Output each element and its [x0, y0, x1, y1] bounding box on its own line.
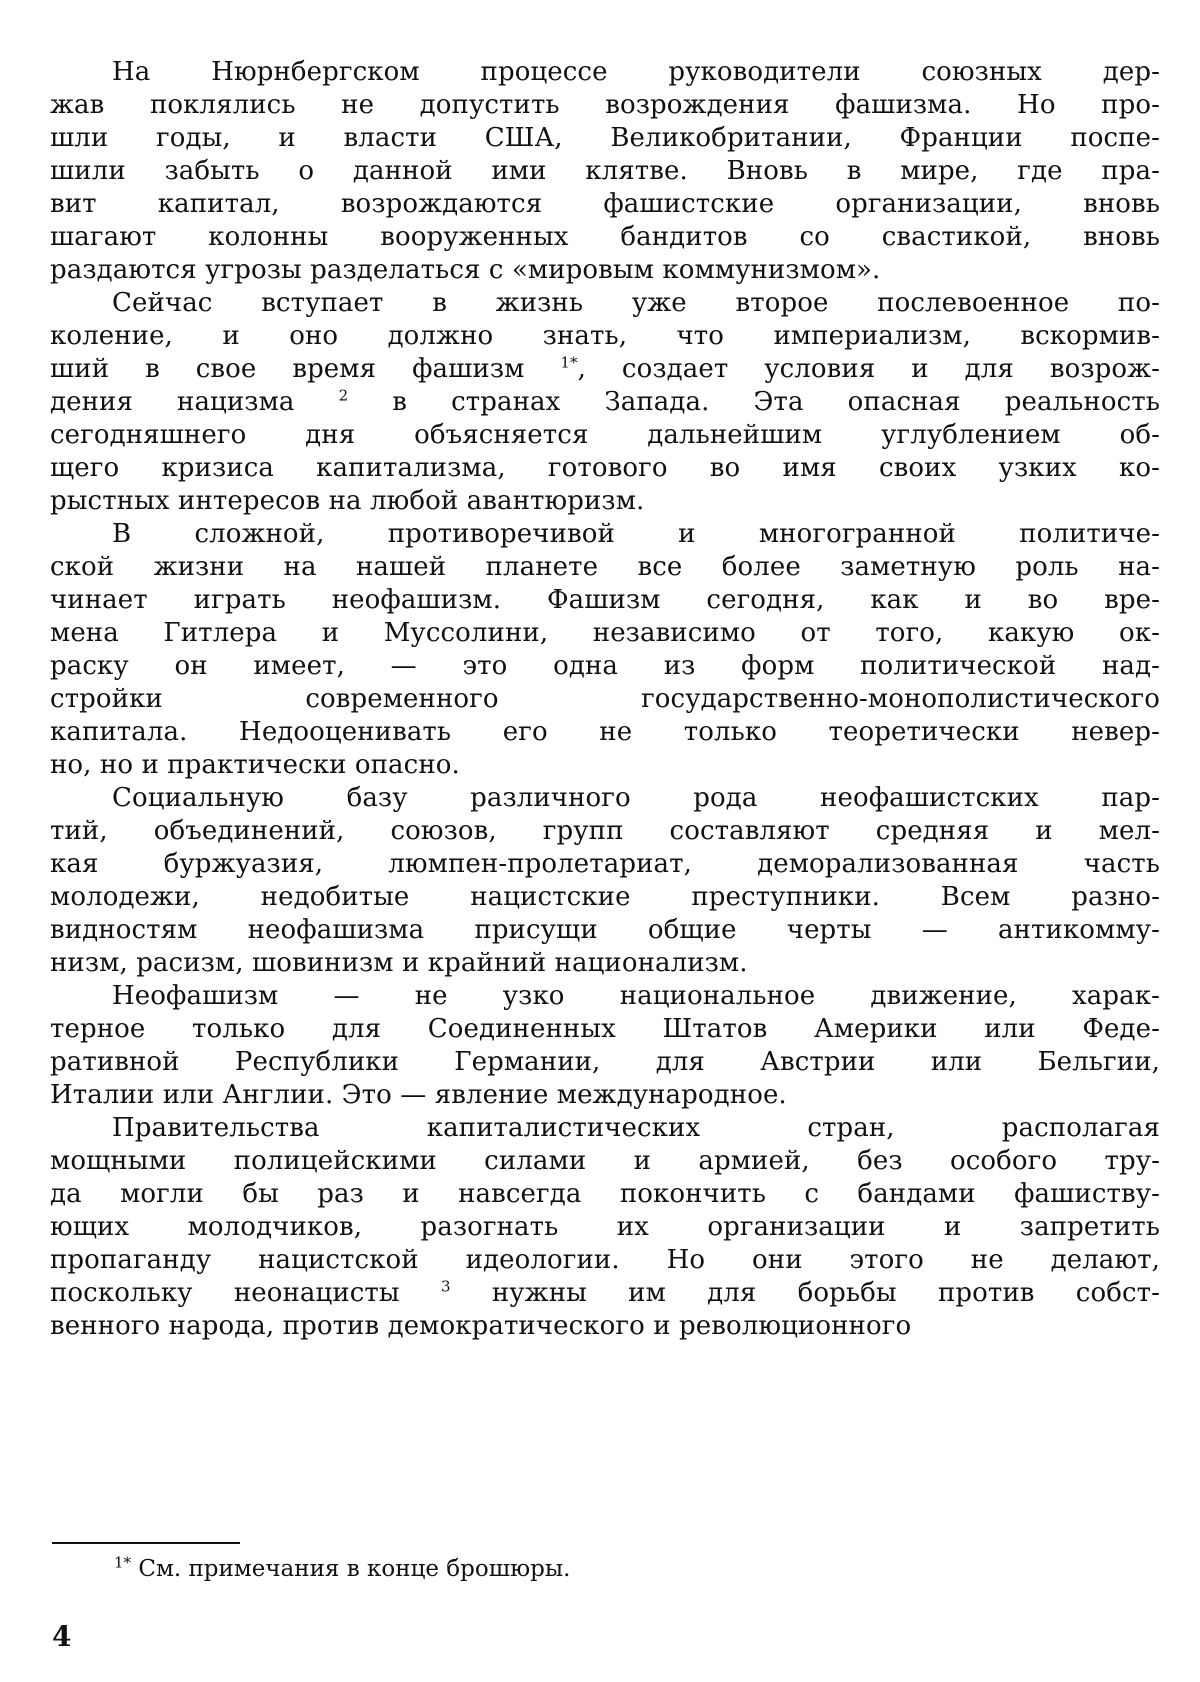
text-line: мощными полицейскими силами и армией, без особого тру-: [50, 1146, 1160, 1176]
text-line: поскольку неонацисты $^3$ нужны им для борьбы против собст-: [50, 1277, 1160, 1308]
paragraph: [50, 1112, 1160, 1343]
text-line: видностям неофашизма присущи общие черты — антикомму-: [50, 915, 1160, 945]
footnote-marker: 1*: [114, 1553, 132, 1572]
text-line: сегодняшнего дня объясняется дальнейшим углублением об-: [50, 420, 1160, 450]
text-line: шли годы, и власти США, Великобритании, Франции поспе-: [50, 123, 1160, 153]
text-line: коление, и оно должно знать, что империализм, вскормив-: [50, 321, 1160, 351]
text-line: пропаганду нацистской идеологии. Но они этого не делают,: [50, 1245, 1160, 1275]
text-line: вит капитал, возрождаются фашистские организации, вновь: [50, 189, 1160, 219]
text-line: В сложной, противоречивой и многогранной политиче-: [112, 519, 1160, 549]
footnote-divider: [52, 1542, 240, 1544]
text-line: чинает играть неофашизм. Фашизм сегодня, как и во вре-: [50, 585, 1160, 615]
body-text: [50, 56, 1160, 1343]
text-line: Сейчас вступает в жизнь уже второе послевоенное по-: [112, 288, 1160, 318]
text-line: Социальную базу различного рода неофашистских пар-: [112, 783, 1160, 813]
text-line: щего кризиса капитализма, готового во имя своих узких ко-: [50, 453, 1160, 483]
footnote-reference: 2: [338, 386, 349, 405]
text-line: раску он имеет, — это одна из форм политической над-: [50, 651, 1160, 681]
text-line: да могли бы раз и навсегда покончить с бандами фашиству-: [50, 1179, 1160, 1209]
paragraph: [50, 782, 1160, 980]
text-line: Неофашизм — не узко национальное движение, харак-: [112, 981, 1160, 1011]
text-line: жав поклялись не допустить возрождения фашизма. Но про-: [50, 90, 1160, 120]
text-line: шили забыть о данной ими клятве. Вновь в мире, где пра-: [50, 156, 1160, 186]
text-line: но, но и практически опасно.: [50, 750, 460, 780]
text-line: кая буржуазия, люмпен-пролетариат, деморализованная часть: [50, 849, 1160, 879]
paragraph: [50, 56, 1160, 287]
text-line: молодежи, недобитые нацистские преступники. Всем разно-: [50, 882, 1160, 912]
footnote-reference: 3: [440, 1277, 451, 1296]
text-line: Правительства капиталистических стран, располагая: [112, 1113, 1160, 1143]
text-line: ющих молодчиков, разогнать их организации и запретить: [50, 1212, 1160, 1242]
text-line: ший в свое время фашизм $^{1*}$, создает условия и для возрож-: [50, 353, 1160, 384]
text-line: низм, расизм, шовинизм и крайний национализм.: [50, 948, 748, 978]
text-line: мена Гитлера и Муссолини, независимо от того, какую ок-: [50, 618, 1160, 648]
text-line: На Нюрнбергском процессе руководители союзных дер-: [112, 57, 1160, 87]
page-number: 4: [52, 1620, 72, 1653]
paragraph: [50, 287, 1160, 518]
text-line: ской жизни на нашей планете все более заметную роль на-: [50, 552, 1160, 582]
text-line: стройки современного государственно-монополистического: [50, 684, 1160, 714]
text-line: Италии или Англии. Это — явление международное.: [50, 1080, 787, 1110]
text-line: раздаются угрозы разделаться с «мировым коммунизмом».: [50, 255, 881, 285]
paragraph: [50, 518, 1160, 782]
footnote-reference: 1*: [560, 353, 578, 372]
footnote-text: См. примечания в конце брошюры.: [138, 1556, 571, 1582]
paragraph: [50, 980, 1160, 1112]
text-line: тий, объединений, союзов, групп составляют средняя и мел-: [50, 816, 1160, 846]
text-line: капитала. Недооценивать его не только теоретически невер-: [50, 717, 1160, 747]
text-line: шагают колонны вооруженных бандитов со свастикой, вновь: [50, 222, 1160, 252]
text-line: дения нацизма $^2$ в странах Запада. Эта опасная реальность: [50, 386, 1160, 417]
text-line: венного народа, против демократического и революционного: [50, 1311, 912, 1341]
text-line: рыстных интересов на любой авантюризм.: [50, 486, 645, 516]
text-line: терное только для Соединенных Штатов Америки или Феде-: [50, 1014, 1160, 1044]
text-line: ративной Республики Германии, для Австрии или Бельгии,: [50, 1047, 1160, 1077]
footnote: [114, 1554, 570, 1584]
